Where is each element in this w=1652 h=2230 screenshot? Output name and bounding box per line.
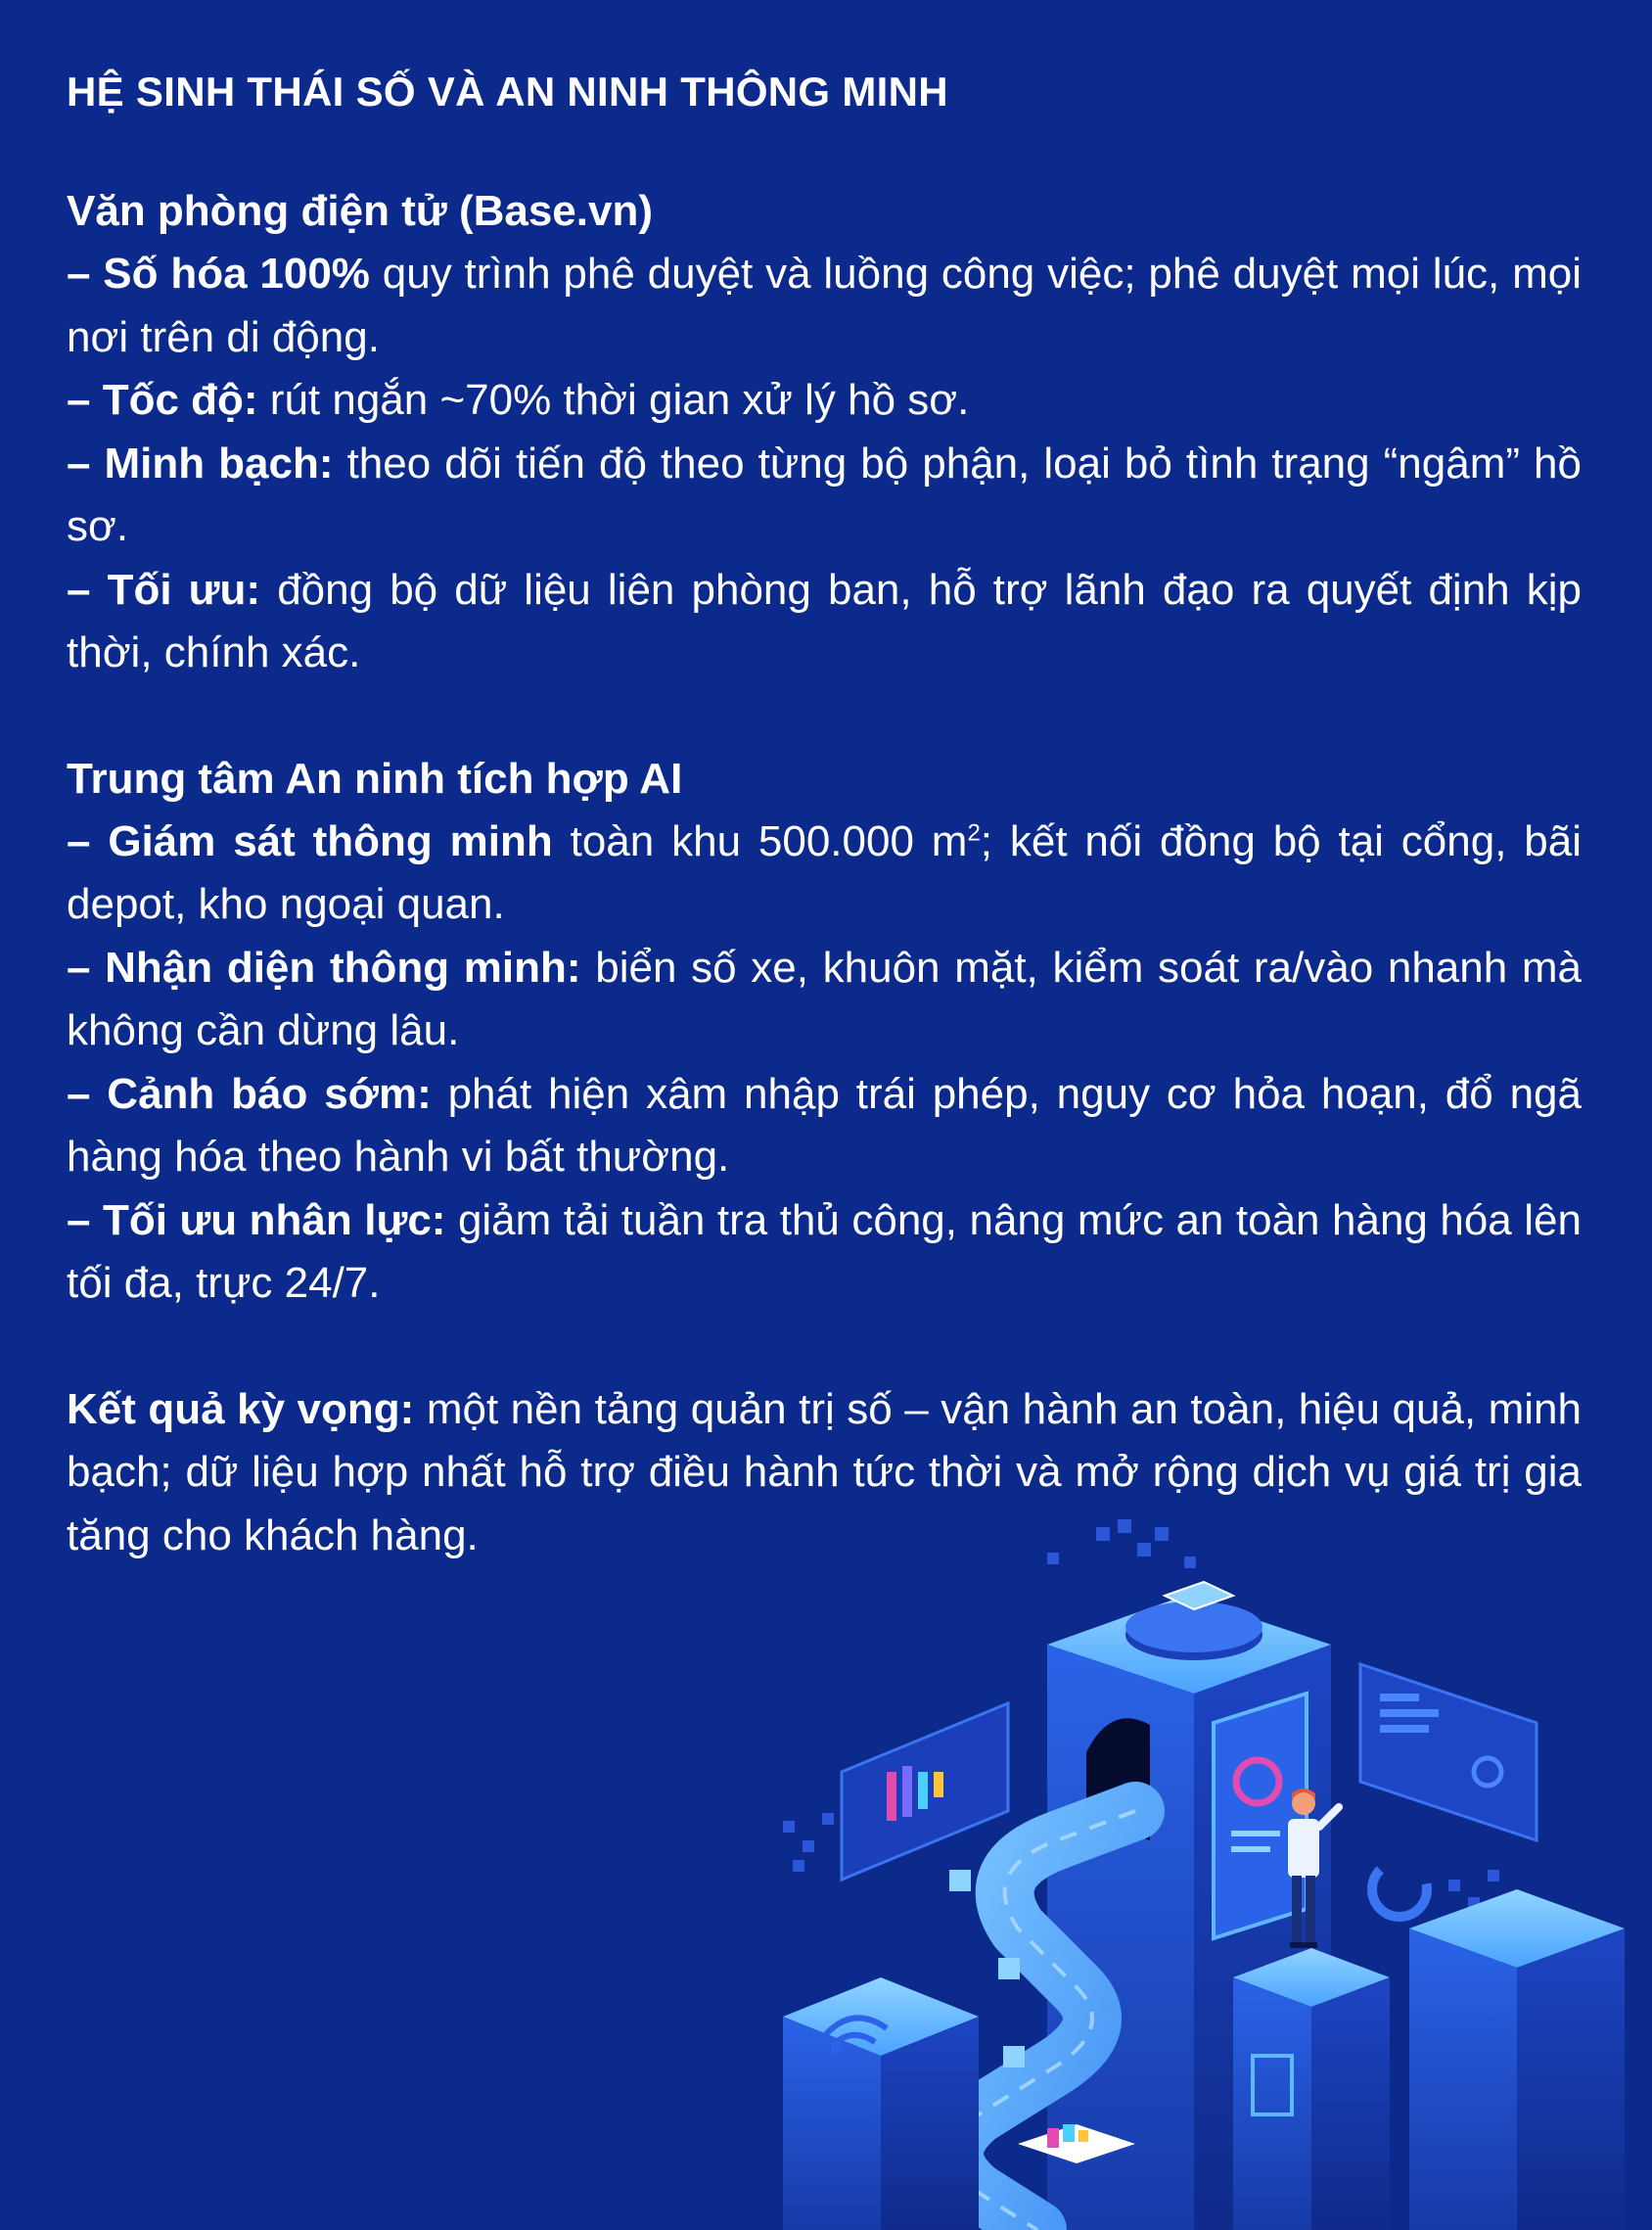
item-text: ; kết nối đồng bộ tại cổng, bãi depot, kho ngoại quan. bbox=[67, 816, 1583, 928]
list-item bbox=[67, 369, 1582, 433]
item-text: theo dõi tiến độ theo từng bộ phận, loại bỏ tình trạng “ngâm” hồ sơ. bbox=[67, 439, 1582, 550]
section-title-e-office: Văn phòng điện tử (Base.vn) bbox=[67, 187, 654, 235]
result-label: Kết quả kỳ vọng: bbox=[67, 1384, 415, 1433]
list-item bbox=[67, 811, 1582, 937]
item-text: toàn khu 500.000 m bbox=[552, 816, 968, 865]
item-label: – Tốc độ: bbox=[67, 376, 258, 424]
far-right-building bbox=[1409, 1889, 1625, 2230]
list-item bbox=[67, 1189, 1582, 1316]
item-text: biển số xe, khuôn mặt, kiểm soát ra/vào nhanh mà không cần dừng lâu. bbox=[67, 943, 1583, 1054]
isometric-city-illustration bbox=[763, 1498, 1652, 2230]
list-item bbox=[67, 937, 1582, 1063]
item-text: phát hiện xâm nhập trái phép, nguy cơ hỏa hoạn, đổ ngã hàng hóa theo hành vi bất thường. bbox=[67, 1069, 1582, 1181]
item-text: rút ngắn ~70% thời gian xử lý hồ sơ. bbox=[257, 376, 970, 424]
result-text: một nền tảng quản trị số – vận hành an toàn, hiệu quả, minh bạch; dữ liệu hợp nhất hỗ trợ điều hành tức thời và mở rộng dịch vụ giá trị gia tăng cho khách hàng. bbox=[67, 1384, 1583, 1559]
left-building bbox=[783, 1977, 979, 2230]
article-body bbox=[67, 61, 1582, 1567]
item-label: – Số hóa 100% bbox=[67, 250, 370, 298]
item-label: – Giám sát thông minh bbox=[67, 816, 553, 865]
item-text: đồng bộ dữ liệu liên phòng ban, hỗ trợ lãnh đạo ra quyết định kịp thời, chính xác. bbox=[67, 565, 1582, 676]
list-item bbox=[67, 243, 1582, 369]
donut-chart-icon bbox=[1372, 1862, 1427, 1917]
page-title: HỆ SINH THÁI SỐ VÀ AN NINH THÔNG MINH bbox=[67, 69, 948, 115]
item-text: quy trình phê duyệt và luồng công việc; phê duyệt mọi lúc, mọi nơi trên di động. bbox=[67, 250, 1583, 361]
list-item bbox=[67, 433, 1582, 559]
section-title-security-center: Trung tâm An ninh tích hợp AI bbox=[67, 754, 683, 803]
list-item bbox=[67, 1063, 1582, 1189]
item-label: – Cảnh báo sớm: bbox=[67, 1069, 432, 1118]
right-building bbox=[1233, 1948, 1390, 2230]
item-label: – Tối ưu nhân lực: bbox=[67, 1195, 446, 1244]
item-label: – Minh bạch: bbox=[67, 439, 334, 488]
item-label: – Tối ưu: bbox=[67, 565, 261, 614]
chart-screen bbox=[842, 1703, 1008, 1880]
item-text: giảm tải tuần tra thủ công, nâng mức an toàn hàng hóa lên tối đa, trực 24/7. bbox=[67, 1195, 1582, 1307]
superscript: 2 bbox=[967, 818, 981, 846]
dashboard-screen bbox=[1360, 1664, 1537, 1840]
list-item bbox=[67, 559, 1582, 685]
item-label: – Nhận diện thông minh: bbox=[67, 943, 581, 992]
